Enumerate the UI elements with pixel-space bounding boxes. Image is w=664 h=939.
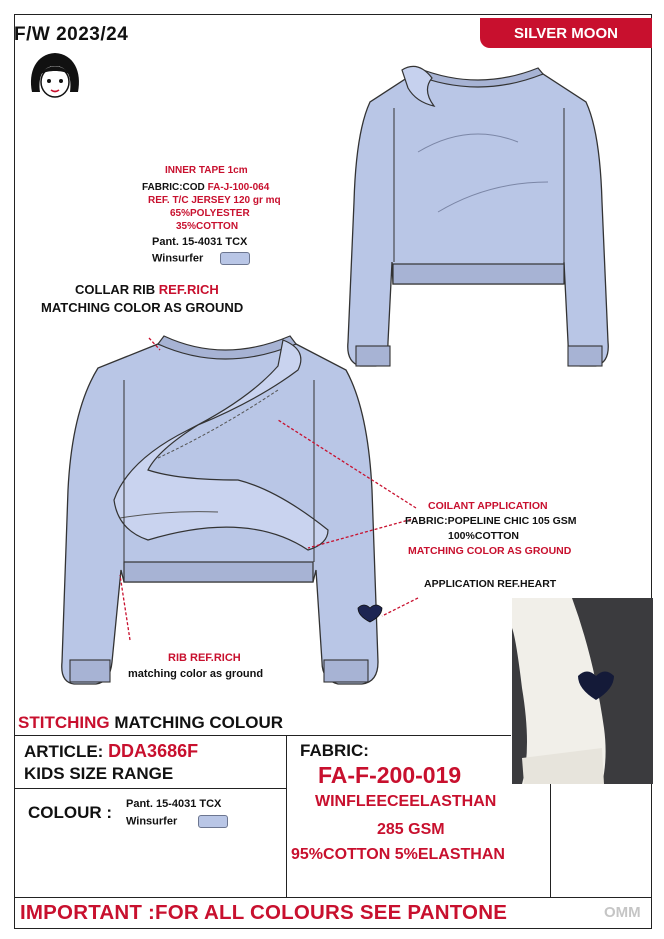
colour-name: Winsurfer — [126, 815, 178, 828]
article-label: ARTICLE: — [24, 742, 104, 761]
table-right-divider — [550, 784, 551, 897]
colour-swatch — [198, 815, 228, 828]
fabric-code: FA-F-200-019 — [318, 762, 462, 788]
rib-color-note: matching color as ground — [128, 668, 264, 680]
table-top-border — [14, 735, 511, 736]
composition-cotton: 35%COTTON — [176, 221, 239, 232]
sleeve-photo-image — [512, 598, 653, 784]
stitching-label: STITCHING — [18, 713, 110, 732]
important-footer: IMPORTANT :FOR ALL COLOURS SEE PANTONE — [20, 901, 508, 924]
fabric-label: FABRIC: — [300, 741, 369, 760]
table-article-divider — [14, 788, 286, 789]
stitching-value: MATCHING COLOUR — [114, 713, 284, 732]
article-code: DDA3686F — [108, 741, 199, 761]
heart-pointer-line — [380, 596, 420, 620]
collar-rib-label: COLLAR RIB — [75, 282, 156, 297]
season-label: F/W 2023/24 — [14, 24, 129, 45]
table-divider — [286, 735, 287, 897]
fabric-composition: 95%COTTON 5%ELASTHAN — [291, 846, 505, 863]
collar-rib-ref: REF.RICH — [158, 282, 219, 297]
size-range: KIDS SIZE RANGE — [24, 764, 174, 783]
fabric-cod-label: FABRIC:COD — [142, 182, 205, 193]
coilant-composition: 100%COTTON — [448, 530, 519, 542]
brand-badge: SILVER MOON — [480, 18, 652, 48]
rib-ref-note: RIB REF.RICH — [168, 652, 241, 664]
sleeve-photo — [512, 598, 653, 784]
collar-color-note: MATCHING COLOR AS GROUND — [41, 300, 244, 315]
girl-logo-icon — [26, 48, 84, 102]
front-view-sketch — [28, 330, 418, 700]
back-color-swatch — [220, 252, 250, 265]
heart-application-note: APPLICATION REF.HEART — [424, 578, 557, 590]
inner-tape-note: INNER TAPE 1cm — [165, 165, 248, 176]
fabric-gsm: 285 GSM — [377, 821, 445, 838]
jersey-ref: REF. T/C JERSEY 120 gr mq — [148, 195, 281, 206]
fabric-cod-value: FA-J-100-064 — [207, 182, 270, 193]
back-color-name: Winsurfer — [152, 252, 204, 265]
back-pantone: Pant. 15-4031 TCX — [152, 236, 248, 248]
colour-label: COLOUR : — [28, 803, 113, 822]
fabric-name: WINFLEECEELASTHAN — [315, 793, 497, 810]
colour-pantone: Pant. 15-4031 TCX — [126, 798, 222, 810]
watermark: OMM — [604, 904, 641, 921]
coilant-fabric: FABRIC:POPELINE CHIC 105 GSM — [405, 515, 577, 527]
coilant-color: MATCHING COLOR AS GROUND — [408, 545, 572, 557]
table-bottom-border — [14, 897, 652, 898]
composition-polyester: 65%POLYESTER — [170, 208, 250, 219]
coilant-title: COILANT APPLICATION — [428, 500, 548, 512]
